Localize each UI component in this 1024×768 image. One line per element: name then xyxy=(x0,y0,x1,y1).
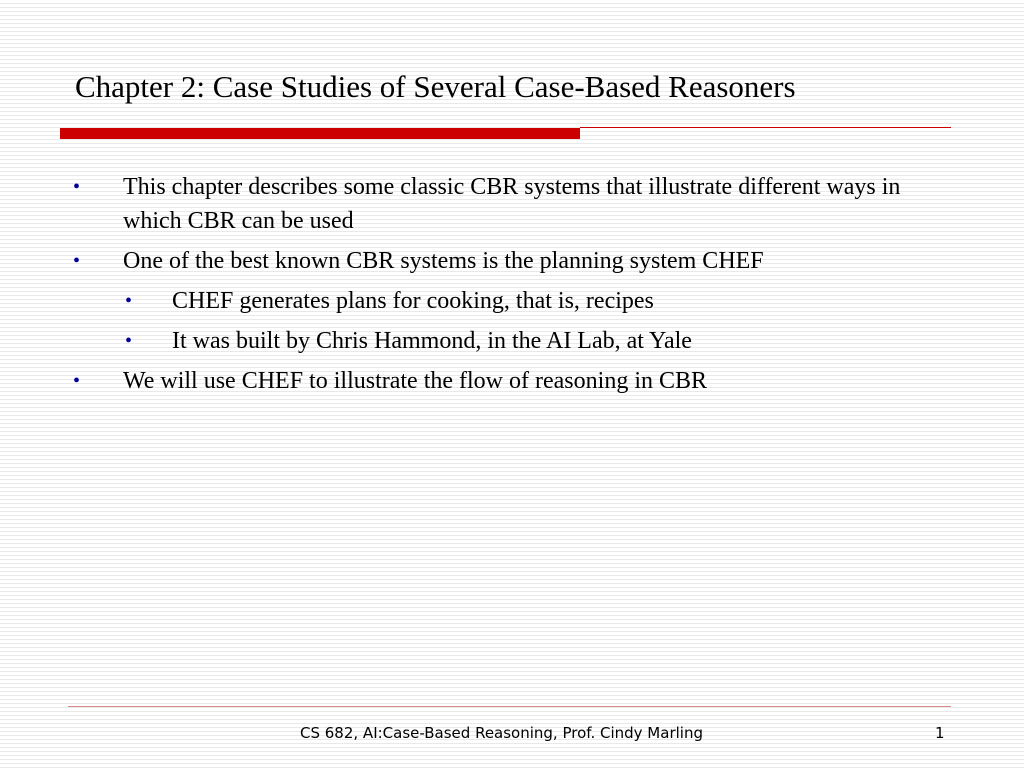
bullet-icon: • xyxy=(73,250,81,272)
bullet-text: This chapter describes some classic CBR systems that illustrate different ways in which CBR can be used xyxy=(123,174,901,234)
bullet-item xyxy=(0,170,963,238)
bullet-icon: • xyxy=(73,176,81,198)
bullet-text: We will use CHEF to illustrate the flow of reasoning in CBR xyxy=(123,368,708,394)
bullet-icon: • xyxy=(73,370,81,392)
bullet-icon: • xyxy=(125,330,133,352)
sub-bullet-item xyxy=(0,284,962,318)
title-divider-line xyxy=(580,127,951,128)
bullet-text: It was built by Chris Hammond, in the AI Lab, at Yale xyxy=(172,328,692,354)
bullet-text: One of the best known CBR systems is the planning system CHEF xyxy=(123,248,764,274)
title-accent-bar xyxy=(60,128,580,139)
page-number: 1 xyxy=(935,724,945,742)
bullet-item xyxy=(0,364,963,398)
bullet-icon: • xyxy=(125,290,133,312)
footer-divider-line xyxy=(68,706,951,707)
sub-bullet-item xyxy=(0,324,962,358)
bullet-text: CHEF generates plans for cooking, that is, recipes xyxy=(172,288,654,314)
bullet-list xyxy=(0,170,1024,398)
slide-title: Chapter 2: Case Studies of Several Case-Based Reasoners xyxy=(75,69,796,104)
footer-course-label: CS 682, AI:Case-Based Reasoning, Prof. Cindy Marling xyxy=(300,724,703,742)
bullet-item xyxy=(0,244,963,278)
